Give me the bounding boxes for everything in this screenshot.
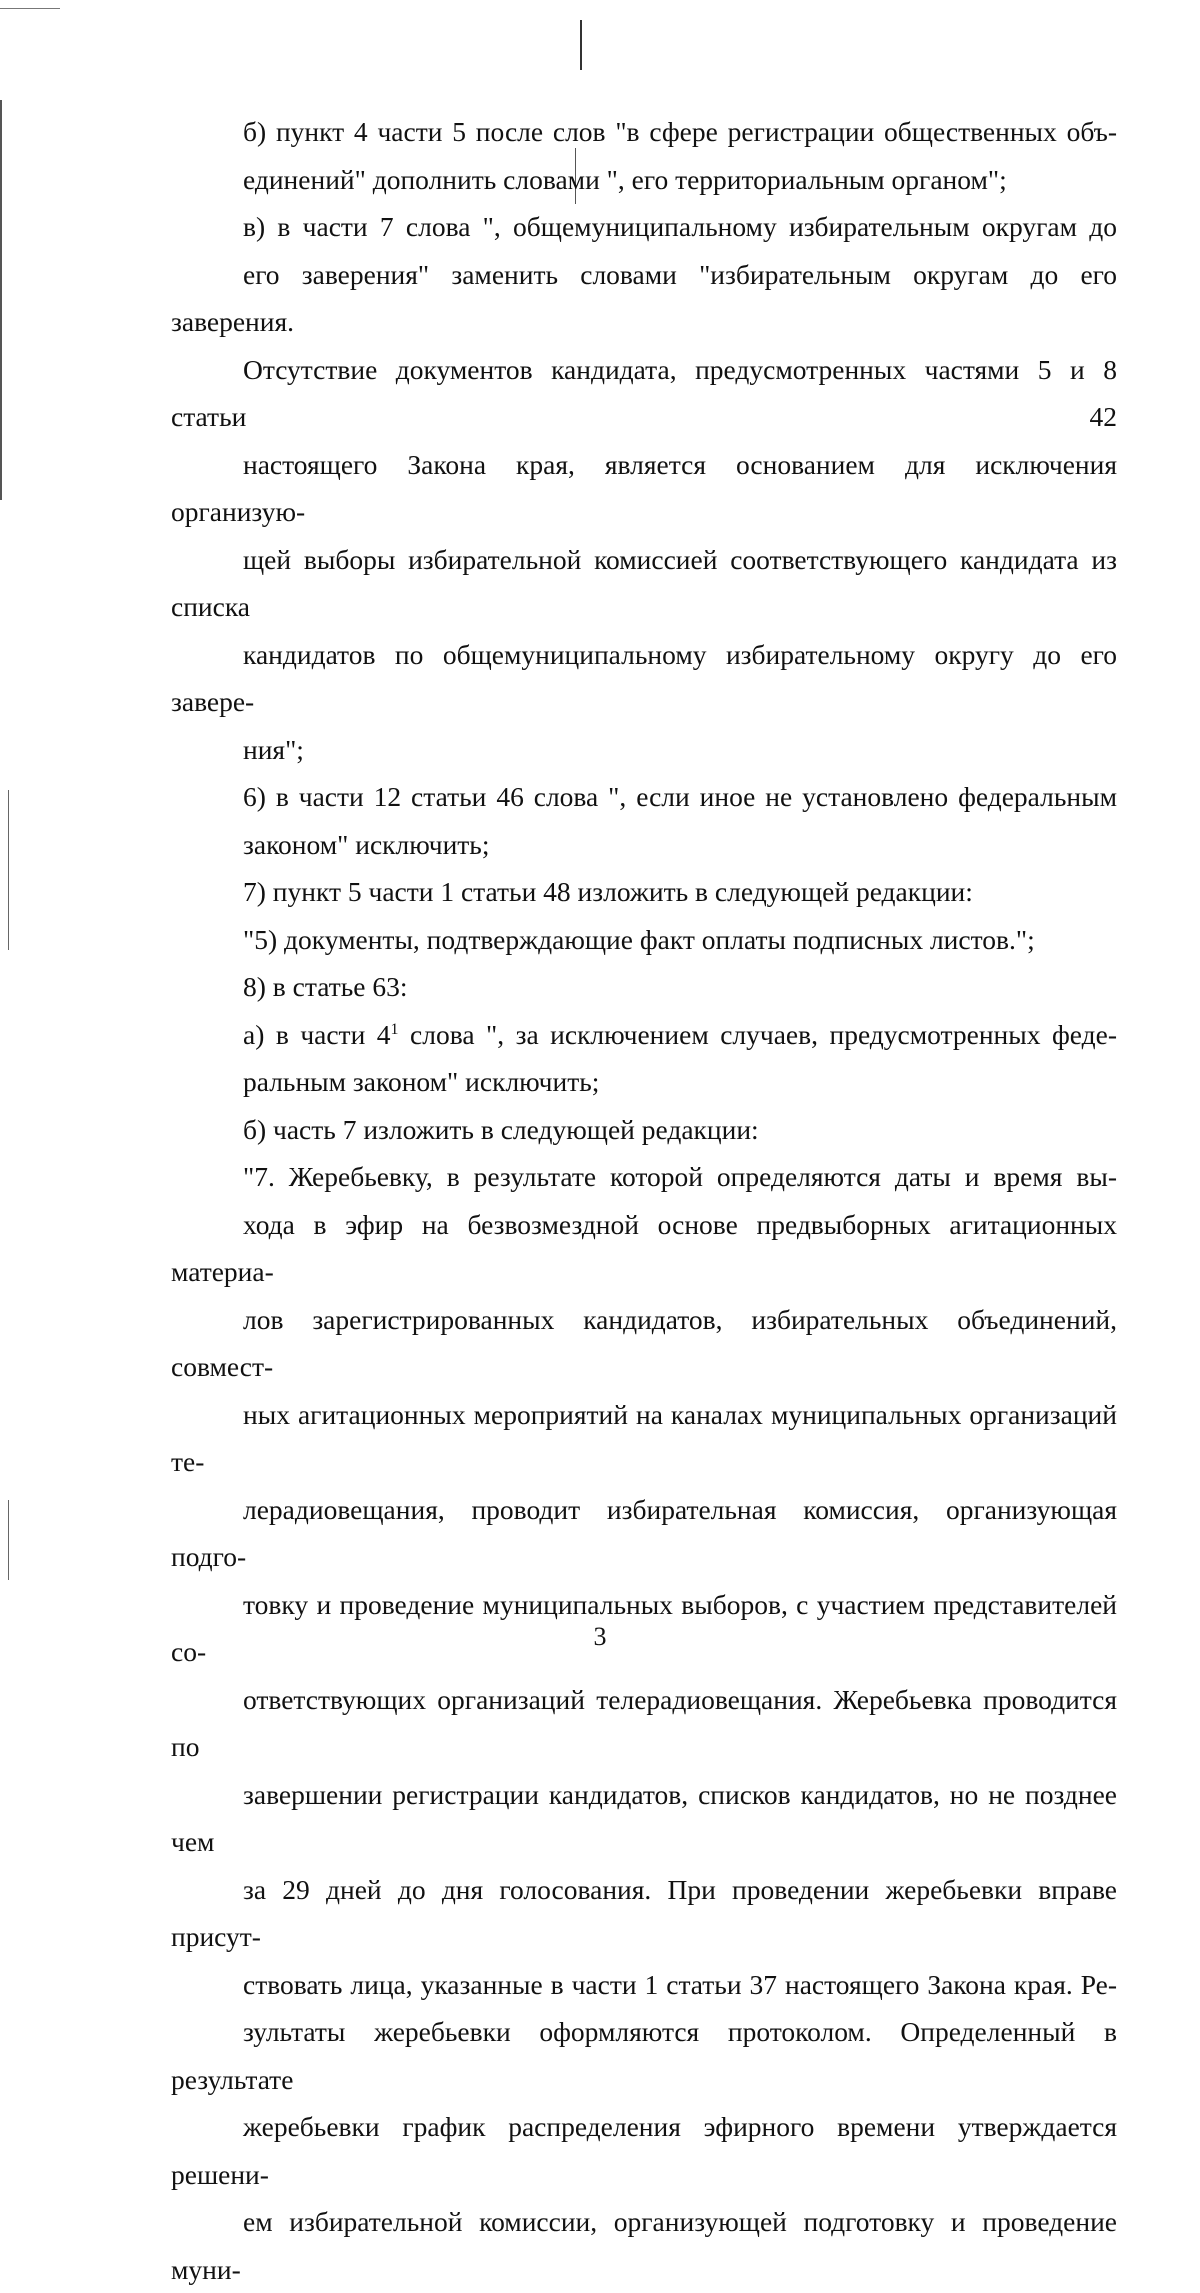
text-line: Отсутствие документов кандидата, предусмотренных частями 5 и 8 статьи 42 xyxy=(171,353,1117,432)
text-row xyxy=(171,441,1117,536)
text-line: ния"; xyxy=(243,733,304,765)
text-row xyxy=(171,1153,1117,1201)
text-line: жеребьевки график распределения эфирного времени утверждается решени- xyxy=(171,2111,1117,2190)
superscript: 1 xyxy=(390,1020,399,1038)
text-line: "5) документы, подтверждающие факт оплаты подписных листов."; xyxy=(243,923,1035,955)
paragraph-8-article-63 xyxy=(171,963,1117,1011)
text-line: слова ", за исключением случаев, предусмотренных феде- xyxy=(398,1018,1117,1050)
scan-artifact-line xyxy=(8,1500,9,1580)
text-line: щей выборы избирательной комиссией соответствующего кандидата из списка xyxy=(171,543,1117,622)
paragraph-b-part-7 xyxy=(171,1106,1117,1154)
text-row xyxy=(171,821,1117,869)
paragraph-a-part-4-1 xyxy=(171,1011,1117,1106)
text-line: товку и проведение муниципальных выборов, с участием представителей со- xyxy=(171,1588,1117,1667)
text-row xyxy=(171,868,1117,916)
text-line: ответствующих организаций телерадиовещания. Жеребьевка проводится по xyxy=(171,1683,1117,1762)
text-line: "7. Жеребьевку, в результате которой определяются даты и время вы- xyxy=(243,1161,1117,1192)
text-line: а) в части 4 xyxy=(243,1018,391,1050)
paragraph-b-item-4 xyxy=(171,108,1117,203)
text-line: единений" дополнить словами ", его территориальным органом"; xyxy=(243,163,1007,195)
text-row xyxy=(171,2008,1117,2103)
text-row xyxy=(171,1106,1117,1154)
scan-artifact-line xyxy=(0,8,60,9)
text-line: зультаты жеребьевки оформляются протоколом. Определенный в результате xyxy=(171,2016,1117,2095)
text-row xyxy=(171,1296,1117,1391)
scan-artifact-line xyxy=(0,100,2,500)
text-row xyxy=(171,916,1117,964)
text-line: 8) в статье 63: xyxy=(243,971,408,1002)
document-body xyxy=(171,108,1117,2293)
paragraph-quote-7 xyxy=(171,1153,1117,2293)
text-line: б) часть 7 изложить в следующей редакции: xyxy=(243,1113,759,1145)
text-row xyxy=(171,773,1117,821)
text-line: ствовать лица, указанные в части 1 статьи 37 настоящего Закона края. Ре- xyxy=(243,1968,1117,2000)
text-row xyxy=(171,2198,1117,2293)
text-row xyxy=(171,1486,1117,1581)
text-line: лерадиовещания, проводит избирательная комиссия, организующая подго- xyxy=(171,1493,1117,1572)
paragraph-7-article-48 xyxy=(171,868,1117,916)
text-row xyxy=(171,251,1117,346)
text-line: кандидатов по общемуниципальному избирательному округу до его завере- xyxy=(171,638,1117,717)
text-row xyxy=(171,726,1117,774)
text-row xyxy=(171,631,1117,726)
text-row xyxy=(171,2103,1117,2198)
scan-artifact-line xyxy=(8,790,9,950)
text-line: ных агитационных мероприятий на каналах муниципальных организаций те- xyxy=(171,1398,1117,1477)
text-line: завершении регистрации кандидатов, списков кандидатов, но не позднее чем xyxy=(171,1778,1117,1857)
text-row xyxy=(171,963,1117,1011)
text-line: за 29 дней до дня голосования. При проведении жеребьевки вправе присут- xyxy=(171,1873,1117,1952)
text-line: его заверения" заменить словами "избирательным округам до его заверения. xyxy=(171,258,1117,337)
text-line: лов зарегистрированных кандидатов, избирательных объединений, совмест- xyxy=(171,1303,1117,1382)
text-row xyxy=(171,1011,1117,1059)
text-row xyxy=(171,346,1117,441)
text-line: ем избирательной комиссии, организующей подготовку и проведение муни- xyxy=(171,2206,1117,2285)
page-number: 3 xyxy=(593,1622,607,1651)
text-row xyxy=(171,1201,1117,1296)
scan-artifact-line xyxy=(580,20,582,70)
paragraph-6-article-46 xyxy=(171,773,1117,868)
text-line: в) в части 7 слова ", общемуниципальному избирательным округам до xyxy=(243,211,1117,242)
text-row xyxy=(171,536,1117,631)
text-line: 6) в части 12 статьи 46 слова ", если иное не установлено федеральным xyxy=(243,781,1117,812)
text-line: 7) пункт 5 части 1 статьи 48 изложить в следующей редакции: xyxy=(243,876,973,907)
text-row xyxy=(171,1961,1117,2009)
paragraph-quote-5 xyxy=(171,916,1117,964)
text-row xyxy=(171,1771,1117,1866)
text-line: настоящего Закона края, является основанием для исключения организую- xyxy=(171,448,1117,527)
text-row xyxy=(171,1866,1117,1961)
text-row xyxy=(171,1391,1117,1486)
text-line: б) пункт 4 части 5 после слов "в сфере регистрации общественных объ- xyxy=(243,116,1117,147)
text-row xyxy=(171,1676,1117,1771)
text-line: ральным законом" исключить; xyxy=(243,1066,600,1097)
text-line: хода в эфир на безвозмездной основе предвыборных агитационных материа- xyxy=(171,1208,1117,1287)
paragraph-v-part-7 xyxy=(171,203,1117,773)
text-row xyxy=(171,203,1117,251)
text-row xyxy=(171,1058,1117,1106)
text-row xyxy=(171,108,1117,156)
text-row xyxy=(171,156,1117,204)
text-line: законом" исключить; xyxy=(243,828,490,860)
